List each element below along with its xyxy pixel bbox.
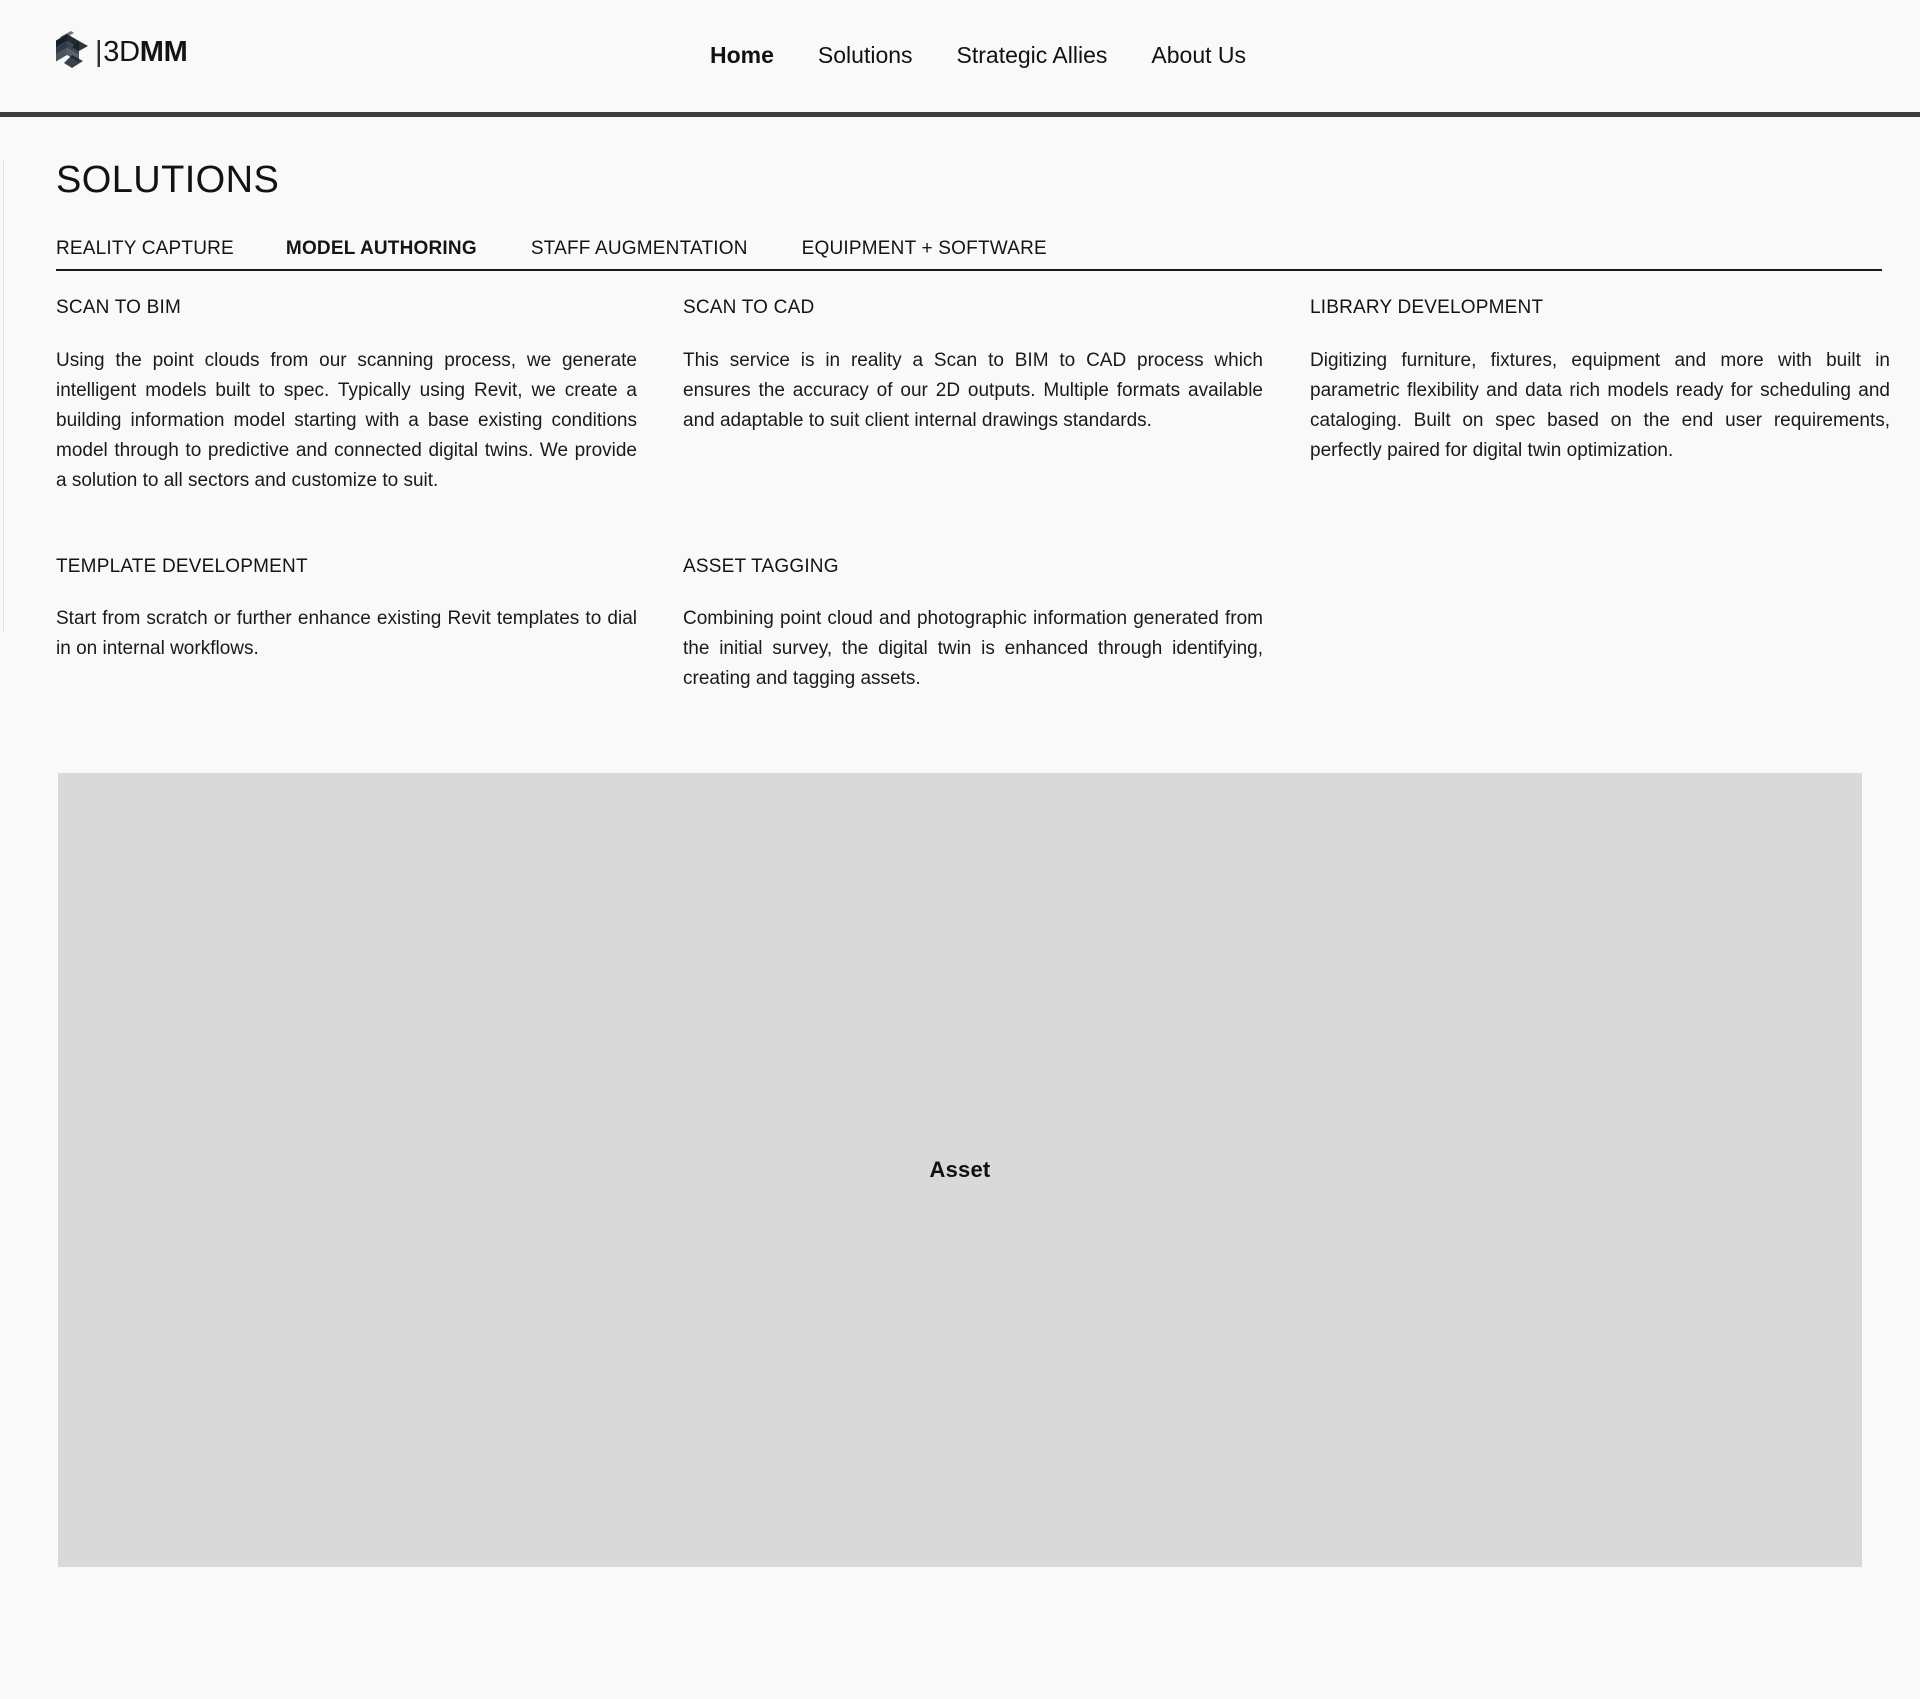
card-title: LIBRARY DEVELOPMENT (1310, 296, 1544, 318)
card-title: ASSET TAGGING (683, 555, 839, 577)
brand-separator: | (95, 35, 103, 68)
tab-reality-capture[interactable]: REALITY CAPTURE (56, 237, 234, 259)
asset-placeholder-label: Asset (929, 1157, 991, 1183)
card-body: Start from scratch or further enhance existing Revit templates to dial in on internal workflows. (56, 608, 637, 660)
tab-model-authoring[interactable]: MODEL AUTHORING (285, 237, 477, 259)
asset-placeholder[interactable] (58, 773, 1862, 1567)
card-asset-tagging (683, 556, 1310, 695)
card-template-development (56, 556, 683, 695)
card-scan-to-bim (56, 297, 683, 496)
card-empty-slot (1310, 556, 1886, 695)
nav-item-strategic-allies[interactable]: Strategic Allies (956, 42, 1108, 69)
card-title: SCAN TO BIM (56, 296, 182, 318)
card-body: Using the point clouds from our scanning process, we generate intelligent models built to spec. Typically using Revit, we create a building information model starting with a base existing conditions model through to predictive and connected digital twins. We provide a solution to all sectors and customize to suit. (56, 349, 637, 491)
brand-logo[interactable] (52, 28, 187, 76)
site-header (0, 0, 1920, 117)
tab-equipment-software[interactable]: EQUIPMENT + SOFTWARE (801, 237, 1047, 259)
tab-staff-augmentation[interactable]: STAFF AUGMENTATION (530, 237, 748, 259)
main-content (0, 160, 1920, 1567)
nav-item-solutions[interactable]: Solutions (817, 42, 913, 69)
cube-logo-icon (52, 31, 92, 73)
main-navigation (688, 0, 1268, 112)
card-body: This service is in reality a Scan to BIM to CAD process which ensures the accuracy of our 2D outputs. Multiple formats available and adaptable to suit client internal drawings standards. (683, 349, 1263, 431)
card-scan-to-cad (683, 297, 1310, 496)
card-library-development (1310, 296, 1890, 496)
brand-wordmark (94, 35, 188, 68)
brand-text-bold: MM (139, 35, 188, 68)
card-title: SCAN TO CAD (683, 296, 815, 318)
left-divider-rule (3, 160, 4, 632)
solutions-card-grid (56, 296, 1890, 695)
nav-item-home[interactable]: Home (710, 42, 774, 69)
card-body: Digitizing furniture, fixtures, equipment and more with built in parametric flexibility and data rich models ready for scheduling and cataloging. Built on spec based on the end user requirements, perfectly paired for digital twin optimization. (1310, 349, 1890, 461)
nav-item-about-us[interactable]: About Us (1151, 42, 1246, 69)
page-title: SOLUTIONS (56, 159, 280, 201)
card-title: TEMPLATE DEVELOPMENT (56, 555, 308, 577)
solutions-tabbar (56, 238, 1882, 271)
brand-text-thin: 3D (103, 35, 140, 68)
card-body: Combining point cloud and photographic information generated from the initial survey, the digital twin is enhanced through identifying, creating and tagging assets. (683, 608, 1263, 690)
